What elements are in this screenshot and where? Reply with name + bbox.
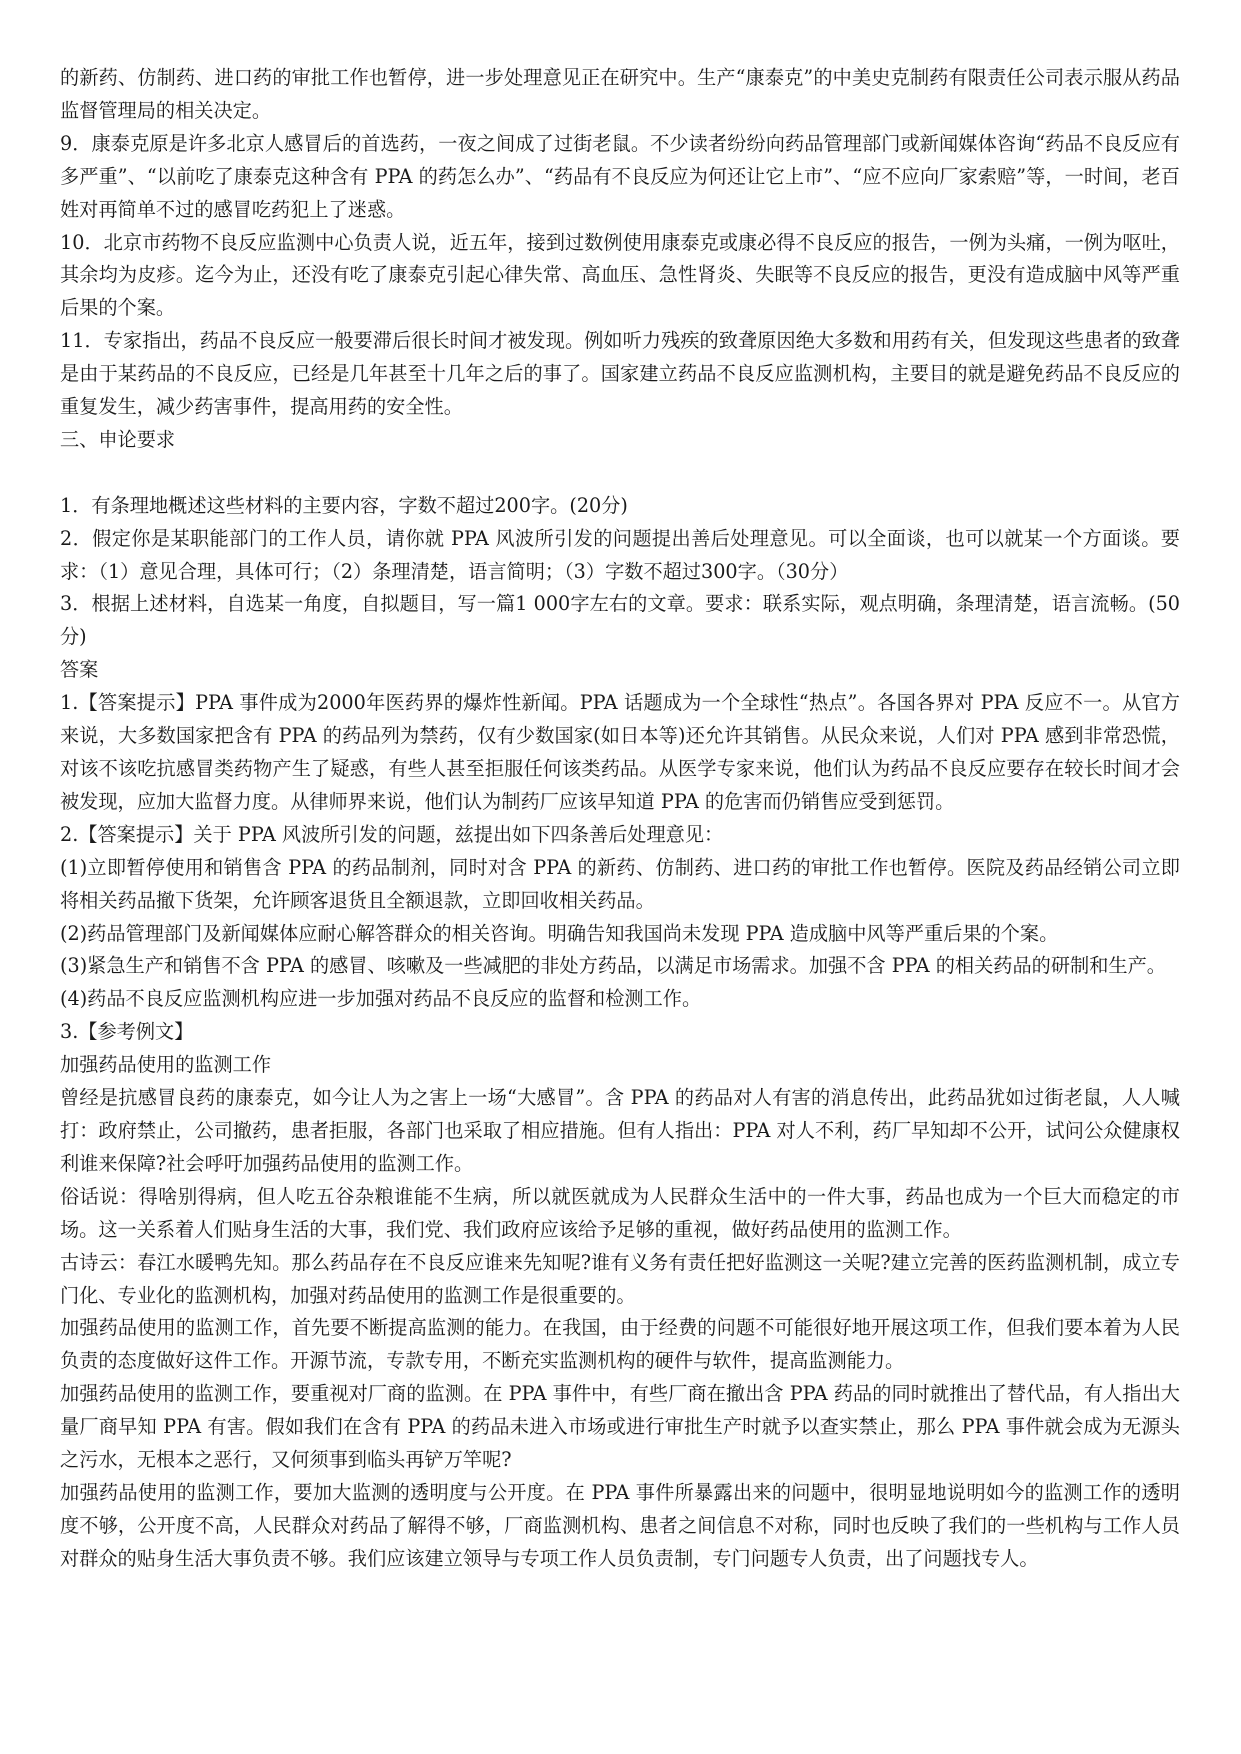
essay-paragraph-5: 加强药品使用的监测工作，要重视对厂商的监测。在 PPA 事件中，有些厂商在撤出含 PPA 药品的同时就推出了替代品，有人指出大量厂商早知 PPA 有害。假如我们在含有 PPA 的药品未进入市场或进行审批生产时就予以查实禁止，那么 PPA 事件就会成为无源头之污水，无根本之恶行，又何须事到临头再铲万竿呢? — [60, 1382, 1180, 1472]
answer-2-point-1: (1)立即暂停使用和销售含 PPA 的药品制剂，同时对含 PPA 的新药、仿制药、进口药的审批工作也暂停。医院及药品经销公司立即将相关药品撤下货架，允许顾客退货且全额退款，立即回收相关药品。 — [60, 855, 1180, 912]
essay-title: 加强药品使用的监测工作 — [60, 1053, 272, 1077]
answer-2-point-3: (3)紧急生产和销售不含 PPA 的感冒、咳嗽及一些减肥的非处方药品，以满足市场需求。加强不含 PPA 的相关药品的研制和生产。 — [60, 954, 1166, 978]
answer-2-point-4: (4)药品不良反应监测机构应进一步加强对药品不良反应的监督和检测工作。 — [60, 987, 702, 1011]
section-heading-requirements: 三、申论要求 — [60, 427, 176, 451]
answers-heading: 答案 — [60, 658, 99, 682]
essay-paragraph-4: 加强药品使用的监测工作，首先要不断提高监测的能力。在我国，由于经费的问题不可能很好地开展这项工作，但我们要本着为人民负责的态度做好这件工作。开源节流，专款专用，不断充实监测机构的硬件与软件，提高监测能力。 — [60, 1316, 1180, 1373]
document-page — [60, 62, 1180, 1576]
question-3: 3．根据上述材料，自选某一角度，自拟题目，写一篇1 000字左右的文章。要求：联系实际，观点明确，条理清楚，语言流畅。(50分) — [60, 592, 1180, 649]
answer-3-heading: 3.【参考例文】 — [60, 1020, 194, 1044]
answer-2-point-2: (2)药品管理部门及新闻媒体应耐心解答群众的相关咨询。明确告知我国尚未发现 PPA 造成脑中风等严重后果的个案。 — [60, 921, 1059, 945]
blank-line — [60, 457, 1180, 490]
material-8-continuation: 的新药、仿制药、进口药的审批工作也暂停，进一步处理意见正在研究中。生产“康泰克”的中美史克制药有限责任公司表示服从药品监督管理局的相关决定。 — [60, 66, 1180, 122]
essay-paragraph-6: 加强药品使用的监测工作，要加大监测的透明度与公开度。在 PPA 事件所暴露出来的问题中，很明显地说明如今的监测工作的透明度不够，公开度不高，人民群众对药品了解得不够，厂商监测机构、患者之间信息不对称，同时也反映了我们的一些机构与工作人员对群众的贴身生活大事负责不够。我们应该建立领导与专项工作人员负责制，专门问题专人负责，出了问题找专人。 — [60, 1480, 1180, 1570]
essay-paragraph-2: 俗话说：得啥别得病，但人吃五谷杂粮谁能不生病，所以就医就成为人民群众生活中的一件大事，药品也成为一个巨大而稳定的市场。这一关系着人们贴身生活的大事，我们党、我们政府应该给予足够的重视，做好药品使用的监测工作。 — [60, 1184, 1180, 1241]
answer-2-intro: 2.【答案提示】关于 PPA 风波所引发的问题，兹提出如下四条善后处理意见： — [60, 822, 724, 846]
essay-paragraph-1: 曾经是抗感冒良药的康泰克，如今让人为之害上一场“大感冒”。含 PPA 的药品对人有害的消息传出，此药品犹如过街老鼠，人人喊打：政府禁止，公司撤药，患者拒服，各部门也采取了相应措施。但有人指出：PPA 对人不利，药厂早知却不公开，试问公众健康权利谁来保障?社会呼吁加强药品使用的监测工作。 — [60, 1086, 1180, 1175]
material-item-9: 9．康泰克原是许多北京人感冒后的首选药，一夜之间成了过街老鼠。不少读者纷纷向药品管理部门或新闻媒体咨询“药品不良反应有多严重”、“以前吃了康泰克这种含有 PPA 的药怎么办”、“药品有不良反应为何还让它上市”、“应不应向厂家索赔”等，一时间，老百姓对再简单不过的感冒吃药犯上了迷惑。 — [60, 131, 1180, 221]
question-2: 2．假定你是某职能部门的工作人员，请你就 PPA 风波所引发的问题提出善后处理意见。可以全面谈，也可以就某一个方面谈。要求：（1）意见合理，具体可行；（2）条理清楚，语言简明；（3）字数不超过300字。（30分） — [60, 526, 1180, 583]
material-item-10: 10．北京市药物不良反应监测中心负责人说，近五年，接到过数例使用康泰克或康必得不良反应的报告，一例为头痛，一例为呕吐，其余均为皮疹。迄今为止，还没有吃了康泰克引起心律失常、高血压、急性肾炎、失眠等不良反应的报告，更没有造成脑中风等严重后果的个案。 — [60, 230, 1180, 320]
essay-paragraph-3: 古诗云：春江水暖鸭先知。那么药品存在不良反应谁来先知呢?谁有义务有责任把好监测这一关呢?建立完善的医药监测机制，成立专门化、专业化的监测机构，加强对药品使用的监测工作是很重要的。 — [60, 1250, 1180, 1307]
material-item-11: 11．专家指出，药品不良反应一般要滞后很长时间才被发现。例如听力残疾的致聋原因绝大多数和用药有关，但发现这些患者的致聋是由于某药品的不良反应，已经是几年甚至十几年之后的事了。国家建立药品不良反应监测机构，主要目的就是避免药品不良反应的重复发生，减少药害事件，提高用药的安全性。 — [60, 329, 1180, 419]
question-1: 1．有条理地概述这些材料的主要内容，字数不超过200字。(20分) — [60, 493, 628, 517]
answer-1: 1.【答案提示】PPA 事件成为2000年医药界的爆炸性新闻。PPA 话题成为一个全球性“热点”。各国各界对 PPA 反应不一。从官方来说，大多数国家把含有 PPA 的药品列为禁药，仅有少数国家(如日本等)还允许其销售。从民众来说，人们对 PPA 感到非常恐慌，对该不该吃抗感冒类药物产生了疑惑，有些人甚至拒服任何该类药品。从医学专家来说，他们认为药品不良反应要存在较长时间才会被发现，应加大监督力度。从律师界来说，他们认为制药厂应该早知道 PPA 的危害而仍销售应受到惩罚。 — [60, 691, 1180, 813]
